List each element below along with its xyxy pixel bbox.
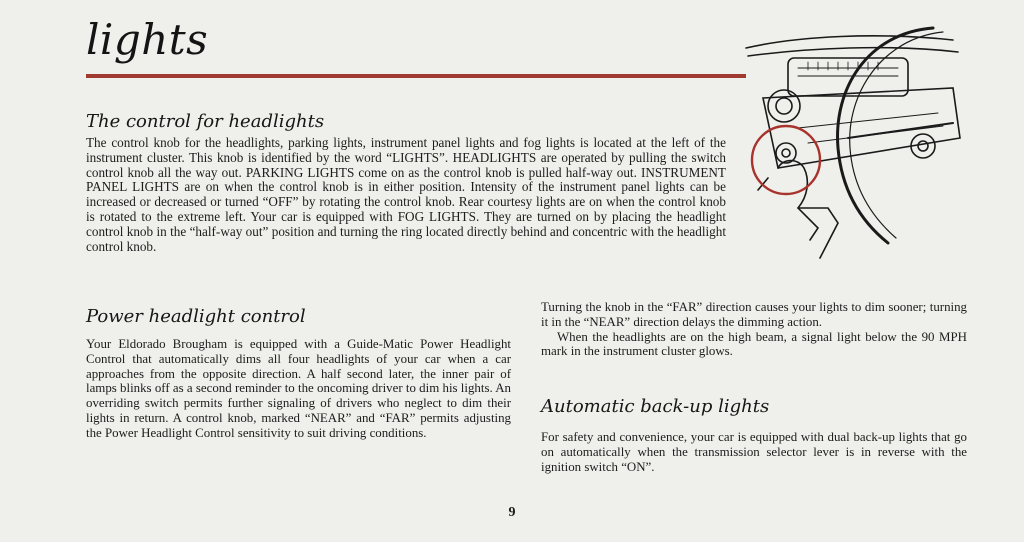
paragraph-power-control: Your Eldorado Brougham is equipped with a Guide-Matic Power Headlight Control that automatically dims all four headlights of your car when a car approaches from the opposite direction. A half second later, the inner pair of lamps blinks off as a second reminder to the oncoming driver to dim his lights. An overriding switch permits further signaling of drivers who neglect to dim their lights in return. A control knob, marked “NEAR” and “FAR” permits adjusting the Power Headlight Control sensitivity to suit driving conditions. [86,337,511,440]
paragraph-power-control-continued [541,300,967,359]
title-rule [86,74,746,78]
page-title: lights [86,15,209,64]
heading-headlights: The control for headlights [86,111,325,132]
heading-backup-lights: Automatic back-up lights [541,396,770,417]
page-number: 9 [508,505,516,520]
paragraph-high-beam: When the headlights are on the high beam, a signal light below the 90 MPH mark in the instrument cluster glows. [541,329,967,359]
dashboard-illustration [738,18,968,268]
paragraph-headlights: The control knob for the headlights, parking lights, instrument panel lights and fog lights is located at the left of the instrument cluster. This knob is identified by the word “LIGHTS”. HEADLIGHTS are operated by pulling the switch control knob all the way out. PARKING LIGHTS come on as the control knob is pulled half-way out. INSTRUMENT PANEL LIGHTS are on when the control knob is in either position. Intensity of the instrument panel lights can be increased or decreased or turned “OFF” by rotating the control knob. Rear courtesy lights are on when the control knob is rotated to the extreme left. Your car is equipped with FOG LIGHTS. They are turned on by placing the headlight control knob in the “half-way out” position and turning the ring located directly behind and concentric with the headlight control knob. [86,135,726,254]
paragraph-far-near: Turning the knob in the “FAR” direction causes your lights to dim sooner; turning it in the “NEAR” direction delays the dimming action. [541,300,967,329]
heading-power-control: Power headlight control [86,306,306,327]
highlight-circle [752,126,820,194]
paragraph-backup-lights: For safety and convenience, your car is equipped with dual back-up lights that go on automatically when the transmission selector lever is in reverse with the ignition switch “ON”. [541,430,967,474]
